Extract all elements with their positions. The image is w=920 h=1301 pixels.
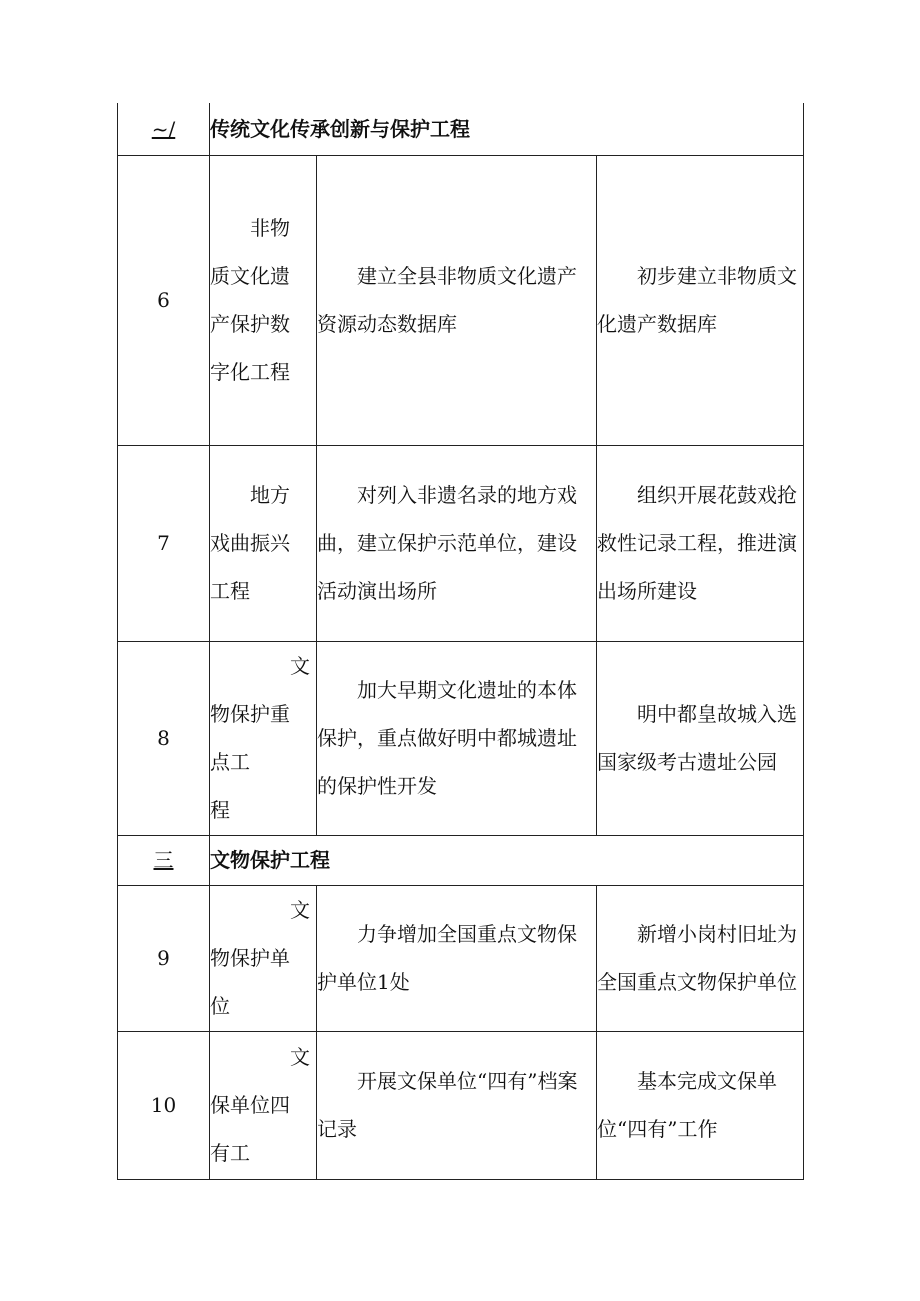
table-row: [118, 885, 804, 1031]
section-row: [118, 835, 804, 885]
project-goal: 对列入非遗名录的地方戏曲，建立保护示范单位，建设活动演出场所: [317, 445, 597, 641]
row-number: 9: [118, 885, 210, 1031]
project-goal: 建立全县非物质文化遗产资源动态数据库: [317, 155, 597, 445]
row-number: 10: [118, 1031, 210, 1179]
table-row: [118, 445, 804, 641]
project-goal: 开展文保单位“四有”档案记录: [317, 1031, 597, 1179]
section-title: 传统文化传承创新与保护工程: [210, 103, 804, 155]
section-title: 文物保护工程: [210, 835, 804, 885]
project-task: 明中都皇故城入选国家级考古遗址公园: [597, 641, 804, 835]
project-task: 组织开展花鼓戏抢救性记录工程，推进演出场所建设: [597, 445, 804, 641]
project-task: 新增小岗村旧址为全国重点文物保护单位: [597, 885, 804, 1031]
project-name: 非物 质文化遗 产保护数 字化工程: [210, 155, 317, 445]
project-name: 文 保单位四 有工: [210, 1031, 317, 1179]
project-task: 基本完成文保单位“四有”工作: [597, 1031, 804, 1179]
row-number: 8: [118, 641, 210, 835]
section-number: ~/: [118, 103, 210, 155]
row-number: 6: [118, 155, 210, 445]
project-name: 文 物保护单 位: [210, 885, 317, 1031]
section-row: [118, 103, 804, 155]
project-table: [117, 103, 804, 1180]
row-number: 7: [118, 445, 210, 641]
project-goal: 力争增加全国重点文物保护单位1处: [317, 885, 597, 1031]
table-row: [118, 641, 804, 835]
project-name: 地方 戏曲振兴 工程: [210, 445, 317, 641]
table-row: [118, 155, 804, 445]
project-goal: 加大早期文化遗址的本体保护，重点做好明中都城遗址的保护性开发: [317, 641, 597, 835]
section-number: 三: [118, 835, 210, 885]
table-row: [118, 1031, 804, 1179]
project-name: 文 物保护重 点工 程: [210, 641, 317, 835]
project-task: 初步建立非物质文化遗产数据库: [597, 155, 804, 445]
